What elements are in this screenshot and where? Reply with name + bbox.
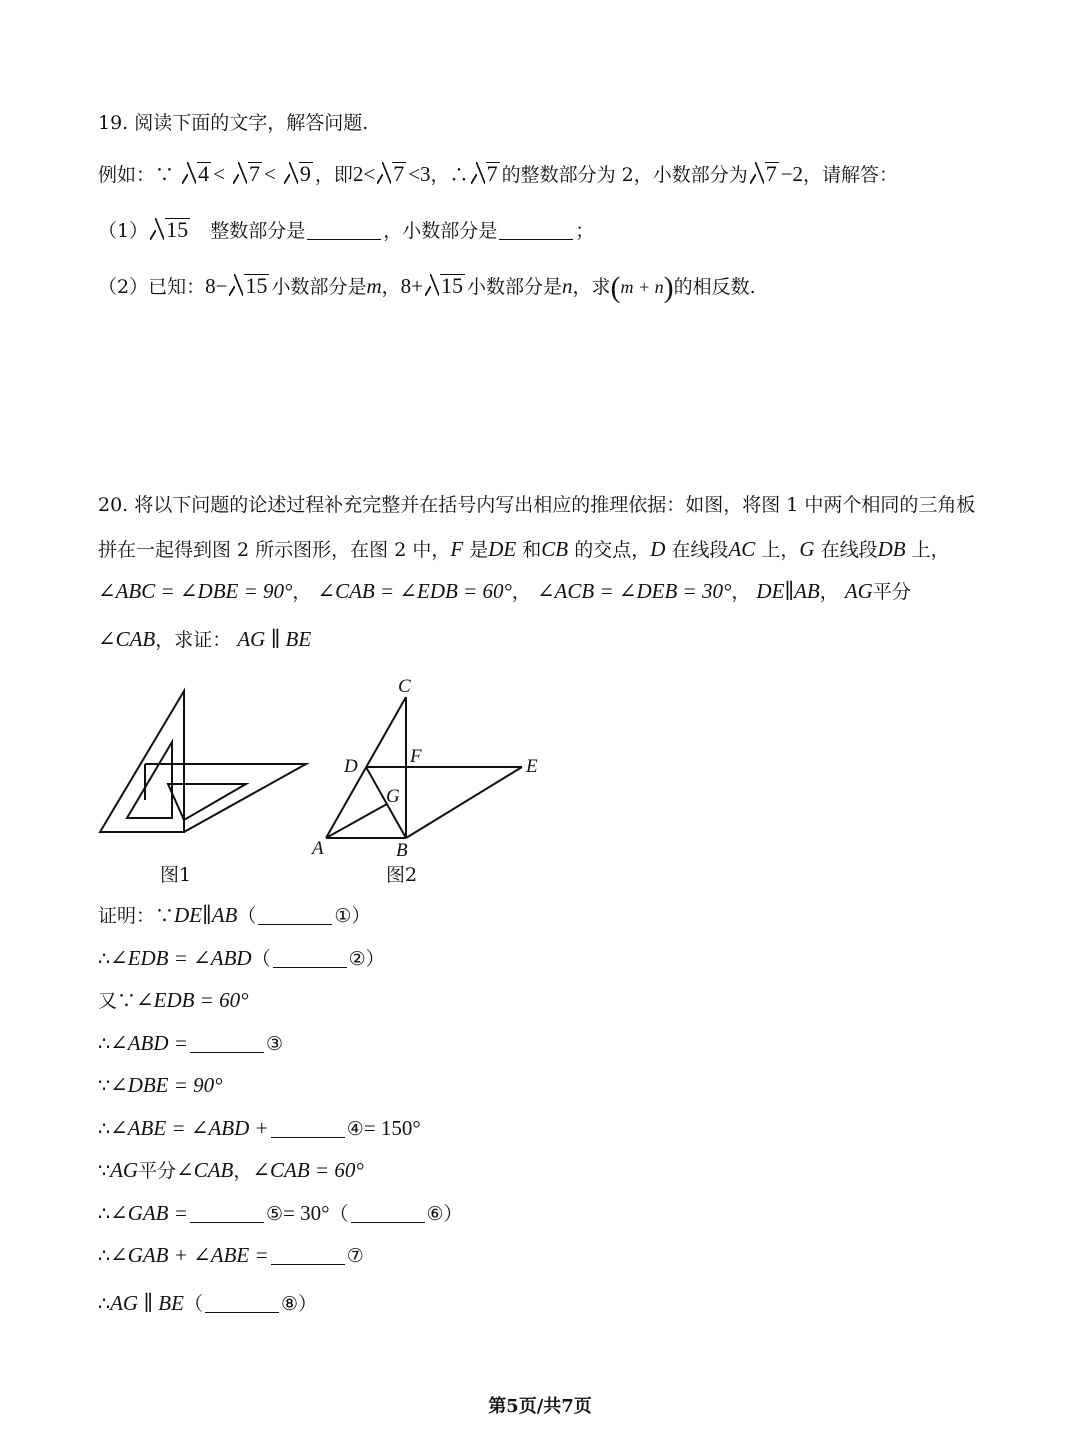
- s9-mark: ⑦: [346, 1245, 364, 1267]
- s8-math: ∠GAB =: [110, 1201, 188, 1225]
- l4c: AG ∥ BE: [237, 627, 312, 651]
- ex-3: 3: [420, 162, 431, 186]
- blank-4[interactable]: [271, 1119, 345, 1138]
- l2G: G: [799, 537, 815, 561]
- sqrt-15: 15: [150, 216, 190, 242]
- s5-pre: ∵: [98, 1075, 111, 1097]
- l2c: 和: [522, 539, 542, 561]
- fig1-label: 图1: [160, 864, 192, 886]
- s8-close: ）: [443, 1203, 463, 1225]
- proof-step-3: [98, 987, 249, 1014]
- q19-part2: （2）已知：8− 15 小数部分是m，8+ 15 小数部分是n，求(m + n)的相反数.: [98, 271, 756, 304]
- s7-pre: ∵: [98, 1160, 111, 1182]
- example-prefix: 例如：∵: [98, 164, 175, 186]
- q20-line2: [98, 536, 950, 563]
- sqrt-7b: 7: [377, 160, 406, 186]
- s4-pre: ∴: [98, 1033, 111, 1055]
- s3-math: ∠EDB = 60°: [136, 988, 249, 1012]
- p2-text4: 的相反数.: [673, 276, 756, 298]
- l4a: ∠CAB: [98, 627, 156, 651]
- blank-2[interactable]: [273, 949, 347, 968]
- l2CB: CB: [541, 537, 569, 561]
- sqrt-9: 9: [284, 160, 313, 186]
- l2DB: DB: [877, 537, 906, 561]
- s6-pre: ∴: [98, 1118, 111, 1140]
- l3a: ∠ABC = ∠DBE = 90°: [98, 579, 293, 603]
- segment-EB: [406, 767, 522, 838]
- s8-mark: ⑤: [265, 1203, 283, 1225]
- blank-7[interactable]: [271, 1246, 345, 1265]
- proof-step-4: [98, 1030, 283, 1057]
- s1-open: （: [237, 905, 257, 927]
- s4-mark: ③: [265, 1033, 283, 1055]
- s2-open: （: [251, 948, 271, 970]
- label-A: A: [312, 838, 324, 859]
- s1-mark: ①: [334, 905, 352, 927]
- p1-num: （1）: [98, 220, 149, 242]
- s10-math: AG ∥ BE: [110, 1291, 184, 1315]
- q19-title: 19. 阅读下面的文字，解答问题.: [98, 112, 369, 134]
- l2AC: AC: [728, 537, 756, 561]
- s8-mark2: ⑥: [426, 1203, 444, 1225]
- q20-line4: [98, 626, 311, 653]
- label-B: B: [396, 840, 408, 861]
- s10-pre: ∴: [98, 1293, 111, 1315]
- blank-5[interactable]: [190, 1204, 264, 1223]
- proof-step-8: [98, 1200, 463, 1227]
- s1-close: ）: [351, 905, 371, 927]
- s8-pre: ∴: [98, 1203, 111, 1225]
- p2-b: 8+: [400, 274, 423, 298]
- ex-text1: 的整数部分为 2，小数部分为: [501, 164, 748, 186]
- p2-text1: 小数部分是: [271, 276, 367, 298]
- l2f: 上，: [761, 539, 800, 561]
- s7-sep: ，: [233, 1160, 253, 1182]
- s7-m1: AG: [110, 1158, 139, 1182]
- s10-mark: ⑧: [280, 1293, 299, 1315]
- proof-step-1: [98, 902, 370, 929]
- label-C: C: [398, 676, 411, 697]
- sqrt-15c: 15: [425, 272, 465, 298]
- sqrt-15b: 15: [229, 272, 269, 298]
- l3d: DE∥AB: [756, 579, 820, 603]
- ex-minus2: −2: [780, 162, 804, 186]
- figure-1: [100, 691, 306, 832]
- ex-text2: ，请解答：: [803, 164, 899, 186]
- answer-blank-decimal[interactable]: [499, 221, 573, 240]
- s8-tail: = 30°: [282, 1201, 330, 1225]
- l2DE: DE: [488, 537, 517, 561]
- sqrt-7c: 7: [471, 160, 500, 186]
- l3e: AG: [844, 579, 873, 603]
- l4b: ，求证：: [155, 629, 232, 651]
- s5-math: ∠DBE = 90°: [110, 1073, 223, 1097]
- s6-tail: = 150°: [363, 1116, 421, 1140]
- sqrt-7d: 7: [750, 160, 779, 186]
- s1-math: DE∥AB: [174, 903, 238, 927]
- q20-line1: 20. 将以下问题的论述过程补充完整并在括号内写出相应的推理依据：如图，将图 1 中两个相同的三角板: [98, 494, 976, 516]
- s7-m3: ∠CAB = 60°: [252, 1158, 364, 1182]
- sqrt-4: 4: [182, 160, 211, 186]
- l2F: F: [450, 537, 464, 561]
- l3c: ∠ACB = ∠DEB = 30°: [536, 579, 732, 603]
- q19-example: 例如：∵ 4 < 7 < 9 ，即2< 7 <3，∴ 7 的整数部分为 2，小数部分为 7 −2，请解答：: [98, 161, 899, 186]
- q20-line3: ∠ABC = ∠DBE = 90°， ∠CAB = ∠EDB = 60°， ∠ACB = ∠DEB = 30°， DE∥AB， AG平分: [98, 579, 911, 603]
- s2-pre: ∴: [98, 948, 111, 970]
- s6-math: ∠ABE = ∠ABD +: [110, 1116, 269, 1140]
- p2-text2: 小数部分是: [466, 276, 562, 298]
- s3-pre: 又∵: [98, 990, 137, 1012]
- p2-num: （2）已知：: [98, 276, 206, 298]
- label-D: D: [344, 756, 358, 777]
- blank-1[interactable]: [258, 906, 332, 925]
- l2e: 在线段: [671, 539, 729, 561]
- ex-therefore: ，∴: [430, 164, 469, 186]
- s10-close: ）: [298, 1293, 318, 1315]
- s8-open: （: [329, 1203, 349, 1225]
- p2-expr: m + n: [620, 277, 664, 297]
- label-E: E: [526, 756, 538, 777]
- s7-m2: ∠CAB: [176, 1158, 234, 1182]
- figures-svg: [98, 672, 558, 862]
- blank-3[interactable]: [190, 1034, 264, 1053]
- l2d: 的交点，: [574, 539, 651, 561]
- fig1-set-square-hole: [168, 784, 246, 820]
- s2-close: ）: [365, 948, 385, 970]
- s10-open: （: [183, 1293, 203, 1315]
- l2h: 上，: [911, 539, 950, 561]
- s7-text: 平分: [138, 1160, 177, 1182]
- p2-n: n: [562, 274, 573, 298]
- l2g: 在线段: [820, 539, 878, 561]
- blank-6[interactable]: [351, 1204, 425, 1223]
- proof-step-9: [98, 1242, 364, 1269]
- proof-step-5: [98, 1072, 223, 1099]
- page-footer: 第5页/共7页: [488, 1396, 592, 1417]
- proof-step-10: [98, 1290, 317, 1317]
- ex-2: 2: [352, 162, 364, 186]
- l2a: 拼在一起得到图 2 所示图形，在图 2 中，: [98, 539, 451, 561]
- s2-math: ∠EDB = ∠ABD: [110, 946, 252, 970]
- p2-sep: ，: [381, 276, 401, 298]
- fig1-set-square-top: [145, 764, 306, 832]
- p2-text3: ，求: [572, 276, 611, 298]
- fig1-triangle-inner: [127, 742, 172, 818]
- s4-math: ∠ABD =: [110, 1031, 188, 1055]
- sqrt-7: 7: [233, 160, 262, 186]
- figure-area: [98, 672, 558, 866]
- label-F: F: [410, 746, 422, 767]
- blank-8[interactable]: [205, 1294, 279, 1313]
- proof-step-2: [98, 945, 385, 972]
- l3f: 平分: [872, 581, 911, 603]
- fig2-label: 图2: [386, 864, 418, 886]
- l2D: D: [650, 537, 666, 561]
- l3b: ∠CAB = ∠EDB = 60°: [317, 579, 512, 603]
- label-G: G: [386, 786, 400, 807]
- p2-a: 8−: [205, 274, 228, 298]
- ex-mid: ，即: [314, 164, 353, 186]
- s2-mark: ②: [348, 948, 366, 970]
- p1-text1: 整数部分是: [210, 220, 306, 242]
- p1-end: ；: [575, 220, 595, 242]
- l2b: 是: [469, 539, 489, 561]
- proof-step-6: [98, 1115, 421, 1142]
- p2-m: m: [366, 274, 382, 298]
- answer-blank-integer[interactable]: [307, 221, 381, 240]
- s9-math: ∠GAB + ∠ABE =: [110, 1243, 269, 1267]
- s1-pre: 证明：∵: [98, 905, 175, 927]
- q19-part1: [98, 216, 594, 244]
- p1-text2: ，小数部分是: [383, 220, 498, 242]
- s6-mark: ④: [346, 1118, 364, 1140]
- s9-pre: ∴: [98, 1245, 111, 1267]
- proof-step-7: [98, 1157, 364, 1184]
